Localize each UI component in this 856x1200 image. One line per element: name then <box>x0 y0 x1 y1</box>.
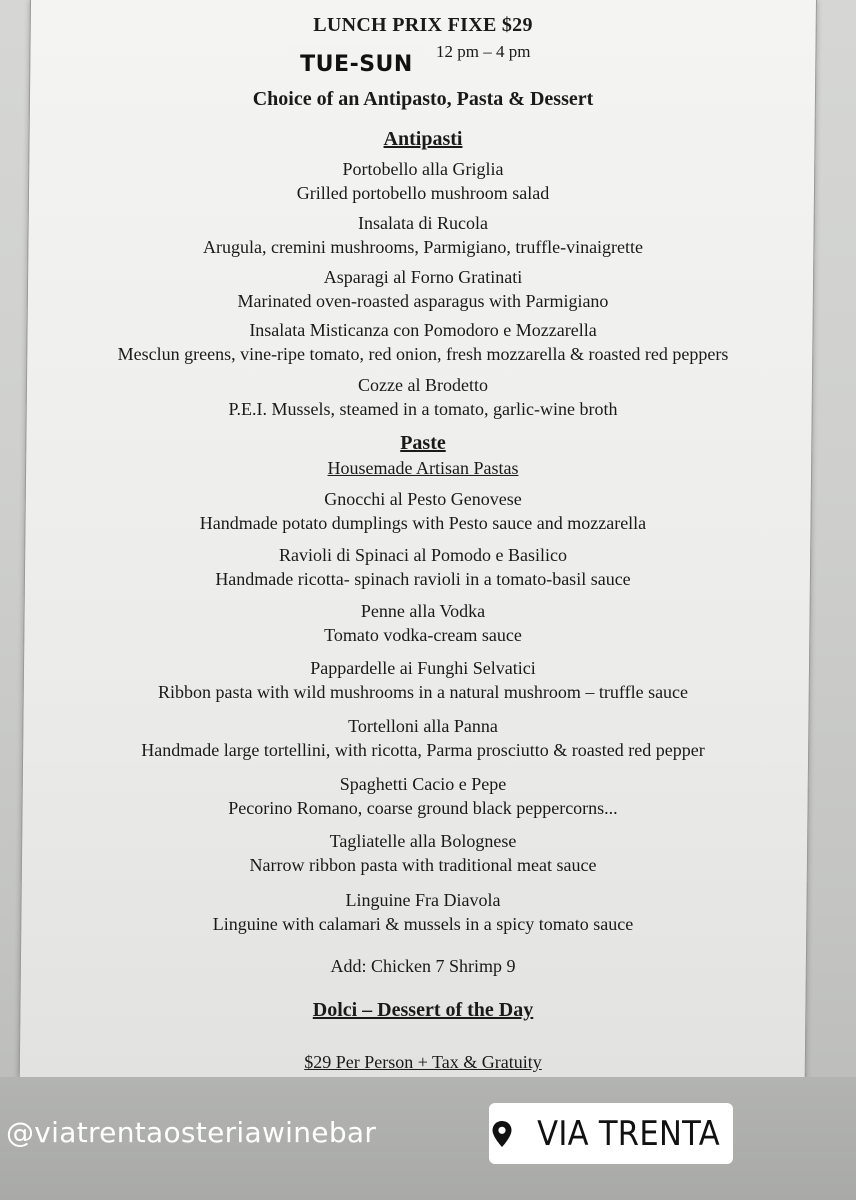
item-description: Ribbon pasta with wild mushrooms in a natural mushroom – truffle sauce <box>157 682 689 702</box>
item-description: Linguine with calamari & mussels in a spicy tomato sauce <box>212 914 634 934</box>
antipasti-heading: Antipasti <box>383 128 463 150</box>
menu-hours: 12 pm – 4 pm <box>436 42 531 61</box>
add-ons: Add: Chicken 7 Shrimp 9 <box>330 956 516 976</box>
item-description: Handmade ricotta- spinach ravioli in a tomato-basil sauce <box>215 569 631 589</box>
map-pin-icon <box>491 1120 513 1148</box>
days-tag[interactable]: TUE-SUN <box>287 44 426 84</box>
item-name: Ravioli di Spinaci al Pomodo e Basilico <box>279 545 567 565</box>
item-name: Portobello alla Griglia <box>342 159 504 179</box>
menu-item <box>0 487 846 535</box>
item-name: Insalata di Rucola <box>358 213 488 233</box>
item-description: Narrow ribbon pasta with traditional meat sauce <box>249 855 597 875</box>
paste-subheading: Housemade Artisan Pastas <box>327 458 519 478</box>
item-description: Grilled portobello mushroom salad <box>296 183 550 203</box>
item-name: Linguine Fra Diavola <box>345 890 501 910</box>
item-description: Tomato vodka-cream sauce <box>324 625 522 645</box>
menu-item <box>0 829 846 877</box>
item-name: Pappardelle ai Funghi Selvatici <box>310 658 536 678</box>
item-name: Asparagi al Forno Gratinati <box>323 267 523 287</box>
menu-item <box>0 157 846 205</box>
menu-item <box>0 211 846 259</box>
menu-item <box>0 373 846 421</box>
item-description: Handmade potato dumplings with Pesto sauce and mozzarella <box>199 513 647 533</box>
item-name: Penne alla Vodka <box>360 601 486 621</box>
dolci-heading: Dolci – Dessert of the Day <box>312 999 534 1021</box>
item-name: Tortelloni alla Panna <box>348 716 498 736</box>
menu-item <box>0 265 846 313</box>
item-description: Mesclun greens, vine-ripe tomato, red onion, fresh mozzarella & roasted red peppers <box>117 344 729 364</box>
price-line: $29 Per Person + Tax & Gratuity <box>304 1052 542 1072</box>
item-name: Gnocchi al Pesto Genovese <box>324 489 522 509</box>
item-name: Insalata Misticanza con Pomodoro e Mozzarella <box>249 320 597 340</box>
item-name: Tagliatelle alla Bolognese <box>329 831 517 851</box>
item-name: Spaghetti Cacio e Pepe <box>339 774 507 794</box>
paste-heading: Paste <box>400 432 446 454</box>
menu-item <box>0 772 846 820</box>
menu-subtitle: Choice of an Antipasto, Pasta & Dessert <box>252 88 594 110</box>
menu-item <box>0 888 846 936</box>
item-description: P.E.I. Mussels, steamed in a tomato, garlic-wine broth <box>228 399 618 419</box>
item-description: Pecorino Romano, coarse ground black peppercorns... <box>228 798 618 818</box>
account-handle[interactable]: @viatrentaosteriawinebar <box>6 1116 377 1149</box>
menu-title: LUNCH PRIX FIXE $29 <box>313 14 533 36</box>
menu-item <box>0 318 846 366</box>
item-description: Arugula, cremini mushrooms, Parmigiano, truffle-vinaigrette <box>202 237 644 257</box>
item-name: Cozze al Brodetto <box>358 375 488 395</box>
menu-item <box>0 656 846 704</box>
menu-item <box>0 714 846 762</box>
item-description: Marinated oven-roasted asparagus with Parmigiano <box>237 291 609 311</box>
location-label: VIA TRENTA <box>537 1113 721 1154</box>
menu-item <box>0 599 846 647</box>
location-sticker[interactable] <box>489 1103 733 1164</box>
item-description: Handmade large tortellini, with ricotta, Parma prosciutto & roasted red pepper <box>141 740 705 760</box>
menu-item <box>0 543 846 591</box>
